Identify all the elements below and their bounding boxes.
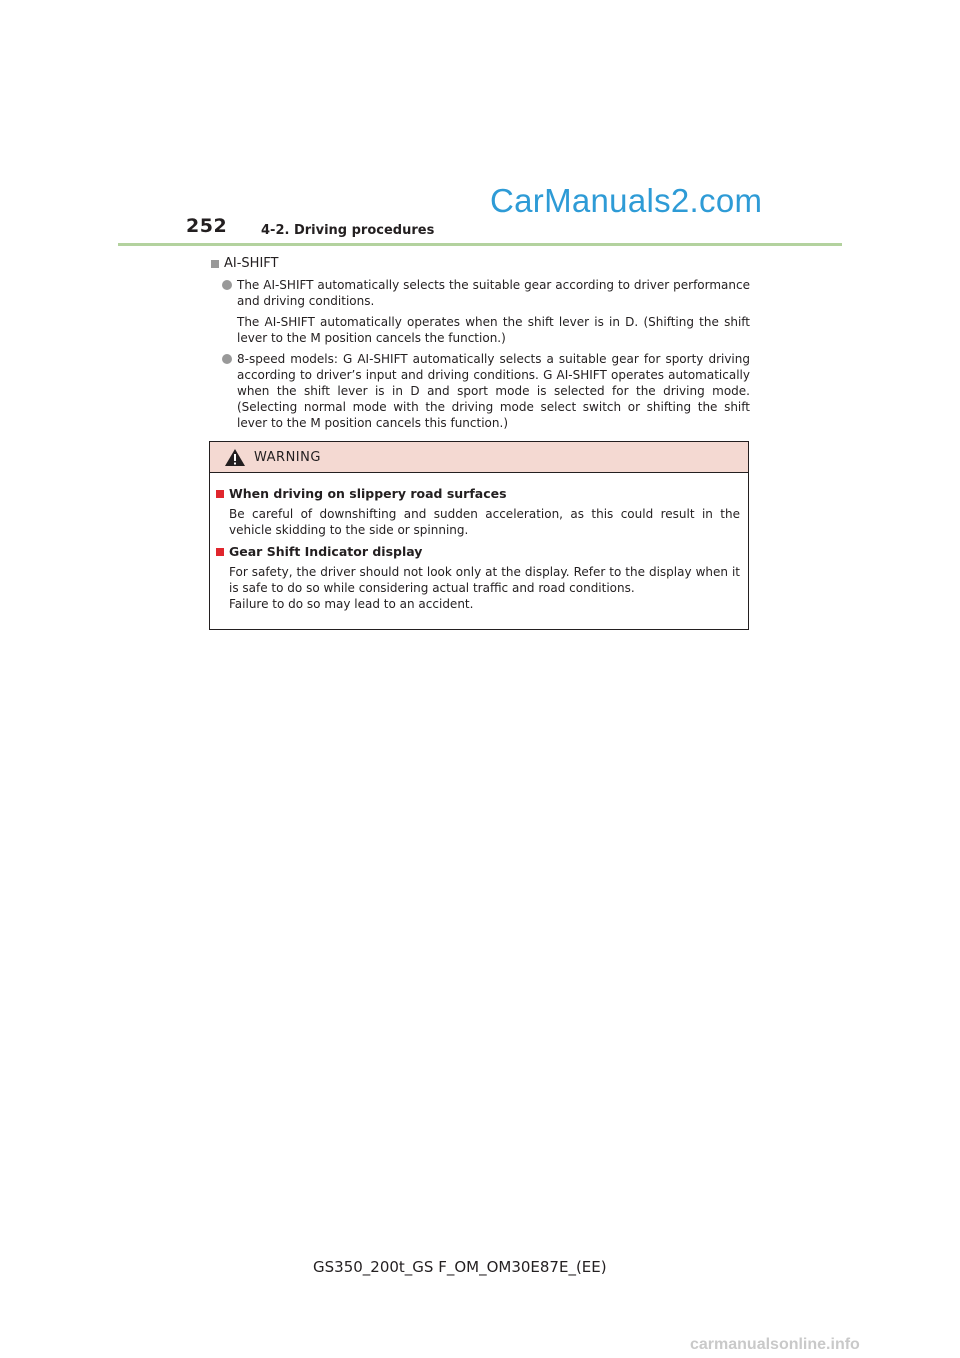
warning-item — [216, 486, 740, 538]
warning-title: WARNING — [254, 449, 321, 465]
circle-bullet-icon — [222, 354, 232, 364]
warning-item-title: Gear Shift Indicator display — [229, 544, 423, 559]
bullet-paragraph: The AI-SHIFT automatically operates when the shift lever is in D. (Shifting the shift lever to the M position cancels the function.) — [237, 315, 750, 345]
page-number: 252 — [186, 215, 228, 237]
warning-item-heading — [216, 486, 740, 501]
section-title: AI-SHIFT — [224, 256, 279, 271]
warning-item-text — [229, 564, 740, 612]
watermark-logo: CarManuals2.com — [490, 182, 763, 219]
warning-box — [209, 441, 749, 630]
bullet-paragraph: The AI-SHIFT automatically selects the suitable gear according to driver performance and driving conditions. — [237, 278, 750, 308]
red-square-bullet-icon — [216, 548, 224, 556]
circle-bullet-icon — [222, 280, 232, 290]
warning-triangle-icon — [224, 448, 246, 467]
bullet-paragraph: 8-speed models: G AI-SHIFT automatically selects a suitable gear for sporty driving according to driver’s input and driving conditions. G AI-SHIFT operates automatically when the shift lever is in D and sport mode is selected for the driving mode. (Selecting normal mode with the driving mode select switch or shifting the shift lever to the M position cancels this function.) — [237, 352, 750, 430]
warning-item-text-line: Failure to do so may lead to an accident. — [229, 597, 474, 611]
section-heading — [211, 256, 278, 271]
document-code: GS350_200t_GS F_OM_OM30E87E_(EE) — [313, 1258, 607, 1276]
chapter-title: 4-2. Driving procedures — [261, 223, 435, 238]
footer-watermark: carmanualsonline.info — [690, 1336, 860, 1353]
header-divider — [118, 243, 842, 246]
warning-item-text: Be careful of downshifting and sudden acceleration, as this could result in the vehicle skidding to the side or spinning. — [229, 507, 740, 537]
bullet-item — [222, 277, 750, 346]
bullet-item — [222, 351, 750, 431]
warning-item-text-line: For safety, the driver should not look only at the display. Refer to the display when it is safe to do so while considering actual traffic and road conditions. — [229, 565, 740, 595]
warning-header — [210, 442, 748, 473]
warning-item — [216, 544, 740, 612]
red-square-bullet-icon — [216, 490, 224, 498]
warning-item-title: When driving on slippery road surfaces — [229, 486, 507, 501]
warning-item-heading — [216, 544, 740, 559]
square-bullet-icon — [211, 260, 219, 268]
